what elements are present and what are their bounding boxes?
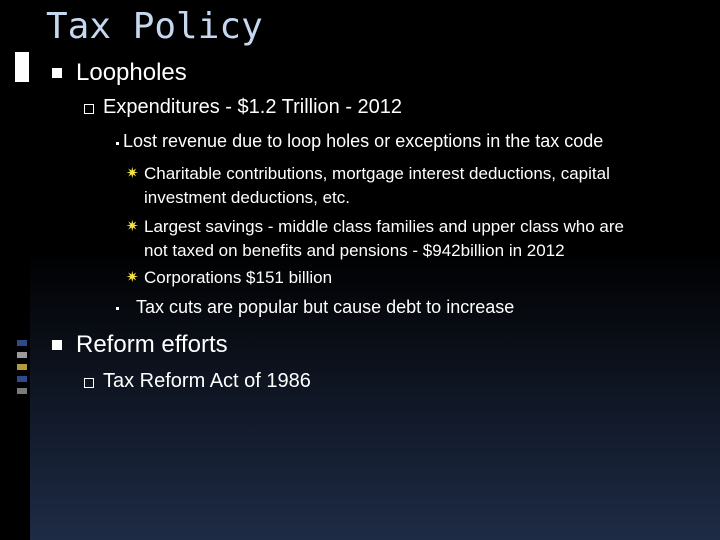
- star-bullet-icon: ✷: [126, 218, 139, 235]
- decor-bar-blue: [17, 340, 27, 346]
- bullet-loopholes: Loopholes: [76, 59, 187, 86]
- hollow-square-bullet-icon: [84, 378, 94, 388]
- bullet-reform-efforts: Reform efforts: [76, 331, 228, 358]
- largest-line-2: not taxed on benefits and pensions - $942billion in 2012: [144, 241, 565, 260]
- decor-bar-blue-2: [17, 376, 27, 382]
- bullet-lost-revenue: Lost revenue due to loop holes or exceptions in the tax code: [123, 131, 604, 151]
- bullet-expenditures: Expenditures - $1.2 Trillion - 2012: [103, 96, 403, 118]
- hollow-square-bullet-icon: [84, 104, 94, 114]
- decor-bar-white: [15, 52, 29, 82]
- decor-bar-gray: [17, 352, 27, 358]
- filled-square-bullet-icon: [52, 340, 62, 350]
- bullet-largest-savings: [144, 215, 716, 263]
- decor-bar-gray-2: [17, 388, 27, 394]
- filled-square-bullet-icon: [52, 68, 62, 78]
- bullet-tax-cuts: Tax cuts are popular but cause debt to increase: [136, 297, 515, 317]
- star-bullet-icon: ✷: [126, 165, 139, 182]
- dot-bullet-icon: [116, 142, 119, 145]
- star-bullet-icon: ✷: [126, 269, 139, 286]
- dot-bullet-icon: [116, 307, 119, 310]
- charitable-line-1: Charitable contributions, mortgage interest deductions, capital: [144, 164, 610, 183]
- bullet-corporations: Corporations $151 billion: [144, 268, 333, 287]
- bullet-charitable: [144, 162, 716, 210]
- charitable-line-2: investment deductions, etc.: [144, 188, 351, 207]
- slide-title: Tax Policy: [46, 6, 263, 47]
- largest-line-1: Largest savings - middle class families and upper class who are: [144, 217, 625, 236]
- bullet-tax-reform-act: Tax Reform Act of 1986: [103, 370, 311, 392]
- decor-bar-gold: [17, 364, 27, 370]
